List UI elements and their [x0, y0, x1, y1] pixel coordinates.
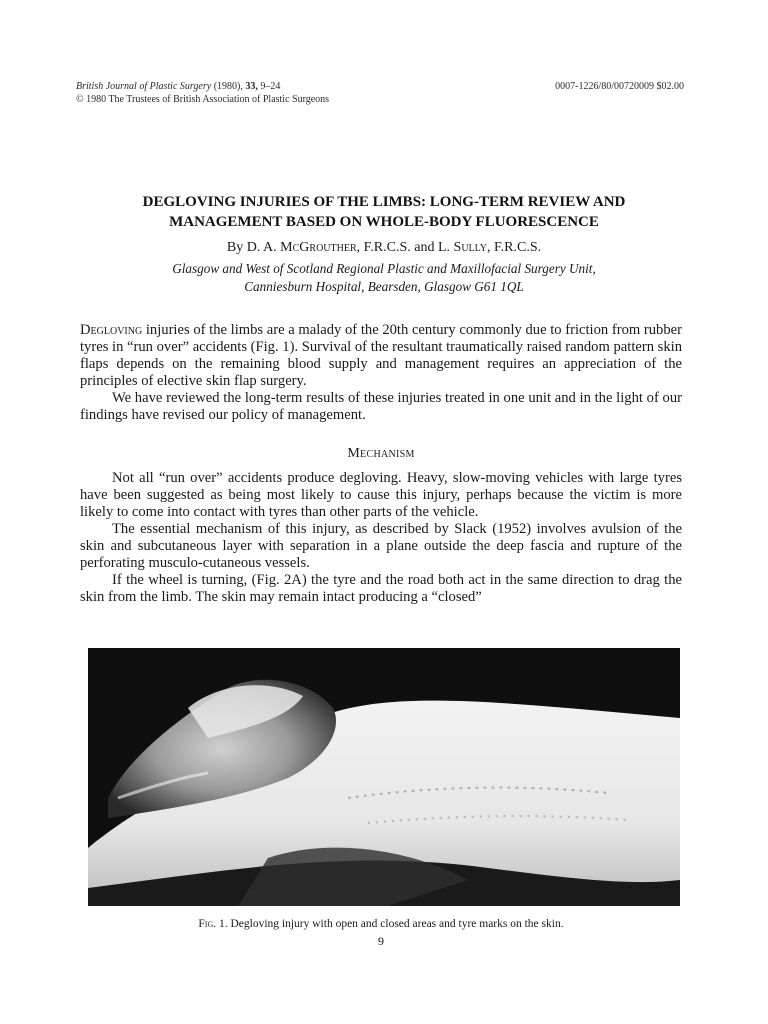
- affiliation: Glasgow and West of Scotland Regional Plastic and Maxillofacial Surgery Unit, Canniesburn Hospital, Bearsden, Glasgow G61 1QL: [172, 261, 596, 294]
- mechanism-paragraph-1: Not all “run over” accidents produce degloving. Heavy, slow-moving vehicles with large tyres have been suggested as being most likely to cause this injury, perhaps because the victim is more likely to come into contact with tyres than other parts of the vehicle.: [80, 470, 682, 520]
- figure-caption: Fig. 1. Degloving injury with open and closed areas and tyre marks on the skin.: [198, 918, 564, 930]
- section-heading: Mechanism: [347, 446, 415, 461]
- figure-1-photo: [88, 648, 680, 906]
- mechanism-text: [80, 470, 682, 606]
- mechanism-paragraph-3: If the wheel is turning, (Fig. 2A) the tyre and the road both act in the same direction to drag the skin from the limb. The skin may remain intact producing a “closed”: [80, 572, 682, 605]
- copyright-line: © 1980 The Trustees of British Association of Plastic Surgeons: [76, 94, 330, 105]
- intro-text: [80, 322, 682, 424]
- intro-paragraph-2: We have reviewed the long-term results of these injuries treated in one unit and in the light of our findings have revised our policy of management.: [80, 390, 682, 423]
- journal-header: [76, 80, 684, 106]
- author-name: McGrouther: [280, 240, 357, 255]
- article-title: [84, 192, 684, 232]
- author-line: By D. A. McGrouther, F.R.C.S. and L. Sully, F.R.C.S.: [226, 240, 542, 255]
- mechanism-paragraph-2: The essential mechanism of this injury, as described by Slack (1952) involves avulsion of the skin and subcutaneous layer with separation in a plane outside the deep fascia and rupture of the perforating musculo-cutaneous vessels.: [80, 521, 682, 571]
- journal-code: 0007-1226/80/00720009 $02.00: [555, 81, 684, 92]
- intro-paragraph-1: Degloving injuries of the limbs are a malady of the 20th century commonly due to friction from rubber tyres in “run over” accidents (Fig. 1). Survival of the resultant traumatically raised random pattern skin flaps depends on the remaining blood supply and management requires an appreciation of the principles of elective skin flap surgery.: [80, 322, 682, 389]
- figure-label: Fig. 1.: [198, 918, 228, 930]
- title-line-1: DEGLOVING INJURIES OF THE LIMBS: LONG-TERM REVIEW AND: [142, 194, 626, 210]
- page-number: 9: [378, 934, 384, 948]
- journal-citation: British Journal of Plastic Surgery (1980), 33, 9–24: [76, 81, 281, 92]
- author-name: Sully: [453, 240, 487, 255]
- title-line-2: MANAGEMENT BASED ON WHOLE-BODY FLUORESCENCE: [169, 214, 599, 230]
